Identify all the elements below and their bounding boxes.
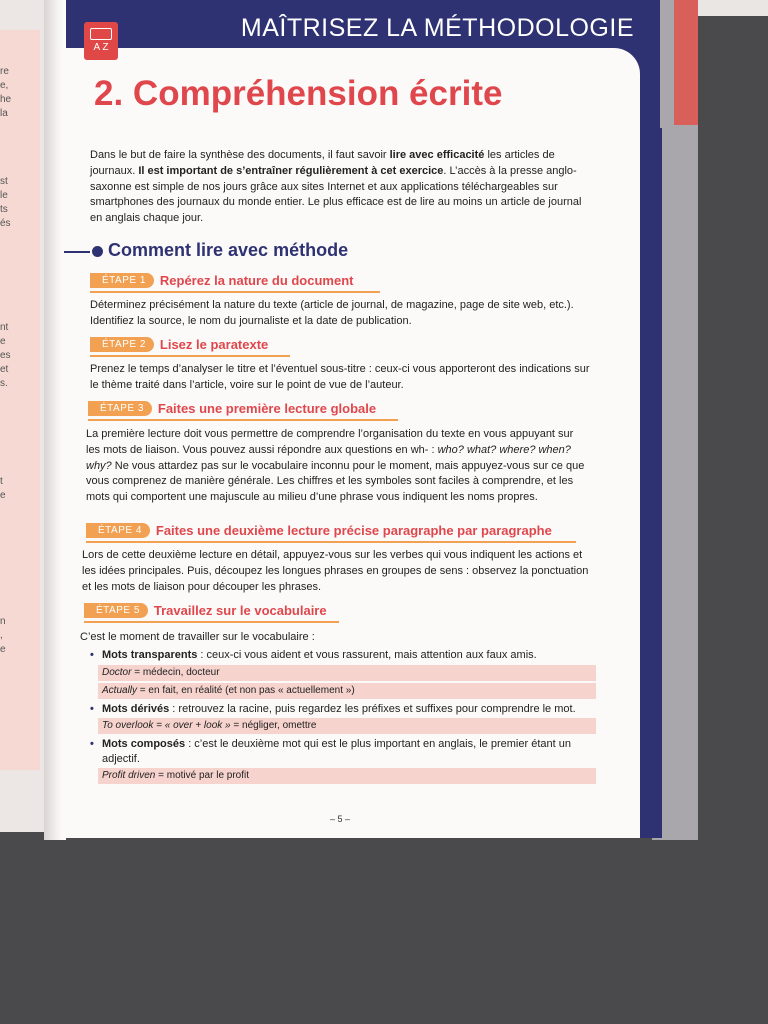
etape-text-part: Ne vous attardez pas sur le vocabulaire inconnu pour le moment, mais appuyez-vous sur ce que vous comprenez de manière générale. Les chiffres et les symboles sont faciles à comprendre, et les mots qui comportent une majuscule au milieu d’une phrase vous indiquent les noms propres.: [86, 459, 585, 504]
etape-title: Faites une deuxième lecture précise paragraphe par paragraphe: [155, 523, 552, 538]
example-english: Actually: [102, 684, 138, 696]
etape-title: Travaillez sur le vocabulaire: [153, 603, 327, 618]
left-fragment: e,: [0, 80, 9, 91]
etape-text: Prenez le temps d’analyser le titre et l’éventuel sous-titre : ceux-ci vous apporteront des indications sur le thème traité dans l’article, voire sur le point de vue de l’auteur.: [90, 363, 590, 391]
vocab-example: [98, 665, 596, 681]
etape-heading: [88, 401, 376, 416]
example-french: = motivé par le profit: [155, 770, 250, 781]
vocab-term: Mots transparents: [102, 649, 198, 661]
example-english: Doctor: [102, 666, 132, 678]
az-icon-label: A Z: [93, 42, 109, 53]
etape-rule: [90, 291, 380, 293]
vocab-example: [98, 718, 596, 734]
vocab-desc: : c’est le deuxième mot qui est le plus important en anglais, le premier étant un adjectif.: [102, 738, 571, 765]
vocab-term: Mots dérivés: [102, 702, 170, 715]
list-item: [80, 702, 590, 735]
etape-title: Faites une première lecture globale: [157, 401, 377, 416]
intro-text: Dans le but de faire la synthèse des documents, il faut savoir: [90, 149, 390, 161]
left-fragment: es: [0, 350, 11, 361]
left-fragment: ts: [0, 204, 8, 215]
etape-heading: [90, 337, 268, 352]
etape-rule: [90, 355, 290, 357]
intro-text: . L’accès à la presse anglo-saxonne est simple de nos jours grâce aux sites Internet et aux applications téléchargeables sur smartphones des journaux du monde entier. Le plus efficace est de lire au moins un article de journal en anglais chaque jour.: [90, 164, 582, 225]
example-english: To overlook = « over + look »: [102, 720, 231, 731]
az-dictionary-icon: [84, 22, 118, 60]
right-edge-red-tab: [674, 0, 698, 125]
etape-badge: ÉTAPE 5: [84, 603, 148, 618]
etape-rule: [84, 621, 339, 623]
left-fragment: et: [0, 364, 9, 375]
example-french: = négliger, omettre: [230, 720, 317, 731]
etape-text-part: La première lecture doit vous permettre de comprendre l’organisation du texte en vous appuyant sur les mots de liaison. Vous pouvez aussi répondre aux questions en wh- :: [86, 428, 574, 456]
intro-bold: lire avec efficacité: [389, 149, 485, 161]
list-item: [80, 737, 590, 784]
left-fragment: e: [0, 490, 6, 501]
left-fragment: t: [0, 476, 3, 487]
vocab-example: [98, 768, 596, 784]
left-fragment: n: [0, 616, 6, 627]
left-fragment: s.: [0, 378, 8, 389]
vocab-desc: : retrouvez la racine, puis regardez les préfixes et suffixes pour comprendre le mot.: [169, 702, 576, 715]
left-fragment: nt: [0, 322, 9, 333]
etape-heading: [86, 523, 552, 538]
etape-heading: [90, 273, 353, 288]
etape-rule: [86, 541, 576, 543]
vocab-list: [80, 645, 590, 784]
section-bullet-icon: [92, 246, 103, 257]
left-fragment: st: [0, 176, 8, 187]
example-french: = médecin, docteur: [131, 666, 220, 678]
page-title: 2. Compréhension écrite: [94, 74, 503, 113]
list-item: [80, 648, 590, 699]
example-english: Profit driven: [102, 770, 156, 781]
etape-title: Repérez la nature du document: [159, 273, 354, 288]
intro-bold: Il est important de s’entraîner régulièrement à cet exercice: [138, 164, 444, 177]
left-fragment: la: [0, 108, 8, 119]
example-french: = en fait, en réalité (et non pas « actuellement »): [137, 684, 355, 696]
etape-text: [86, 427, 590, 506]
left-page-pink-strip: [0, 30, 40, 770]
intro-text: les articles de journaux.: [90, 149, 555, 177]
section-heading: Comment lire avec méthode: [108, 240, 349, 260]
page-right-border: [640, 128, 662, 838]
etape-text: Lors de cette deuxième lecture en détail, appuyez-vous sur les verbes qui vous indiquent les actions et les idées principales. Puis, découpez les longues phrases en groupes de sens : observez la ponctuation et les mots de liaison pour découper les phrases.: [82, 549, 589, 593]
left-fragment: he: [0, 94, 12, 105]
left-fragment: e: [0, 336, 6, 347]
etape-badge: ÉTAPE 4: [86, 523, 150, 538]
etape-title: Lisez le paratexte: [159, 337, 269, 352]
etape-heading: [84, 603, 327, 618]
etape-text: Déterminez précisément la nature du texte (article de journal, de magazine, page de site web, etc.). Identifiez la source, le nom du journaliste et la date de publication.: [90, 299, 574, 327]
etape-badge: ÉTAPE 3: [88, 401, 152, 416]
section-rule: [64, 251, 90, 253]
left-fragment: re: [0, 66, 9, 77]
left-fragment: le: [0, 190, 8, 201]
vocab-term: Mots composés: [102, 738, 186, 750]
etape-text: C’est le moment de travailler sur le vocabulaire :: [80, 631, 315, 643]
left-fragment: e: [0, 644, 6, 655]
etape-text-italic: who? what? where? when? why?: [86, 443, 571, 472]
page-number: – 5 –: [330, 814, 351, 824]
intro-paragraph: [90, 148, 590, 227]
vocab-desc: : ceux-ci vous aident et vous rassurent, mais attention aux faux amis.: [197, 649, 537, 661]
etape-rule: [88, 419, 398, 421]
etape-badge: ÉTAPE 2: [90, 337, 154, 352]
vocab-example: [98, 683, 596, 699]
left-fragment: és: [0, 218, 11, 229]
etape-badge: ÉTAPE 1: [90, 273, 154, 288]
header-title: MAÎTRISEZ LA MÉTHODOLOGIE: [240, 14, 634, 42]
left-fragment: ,: [0, 630, 3, 641]
